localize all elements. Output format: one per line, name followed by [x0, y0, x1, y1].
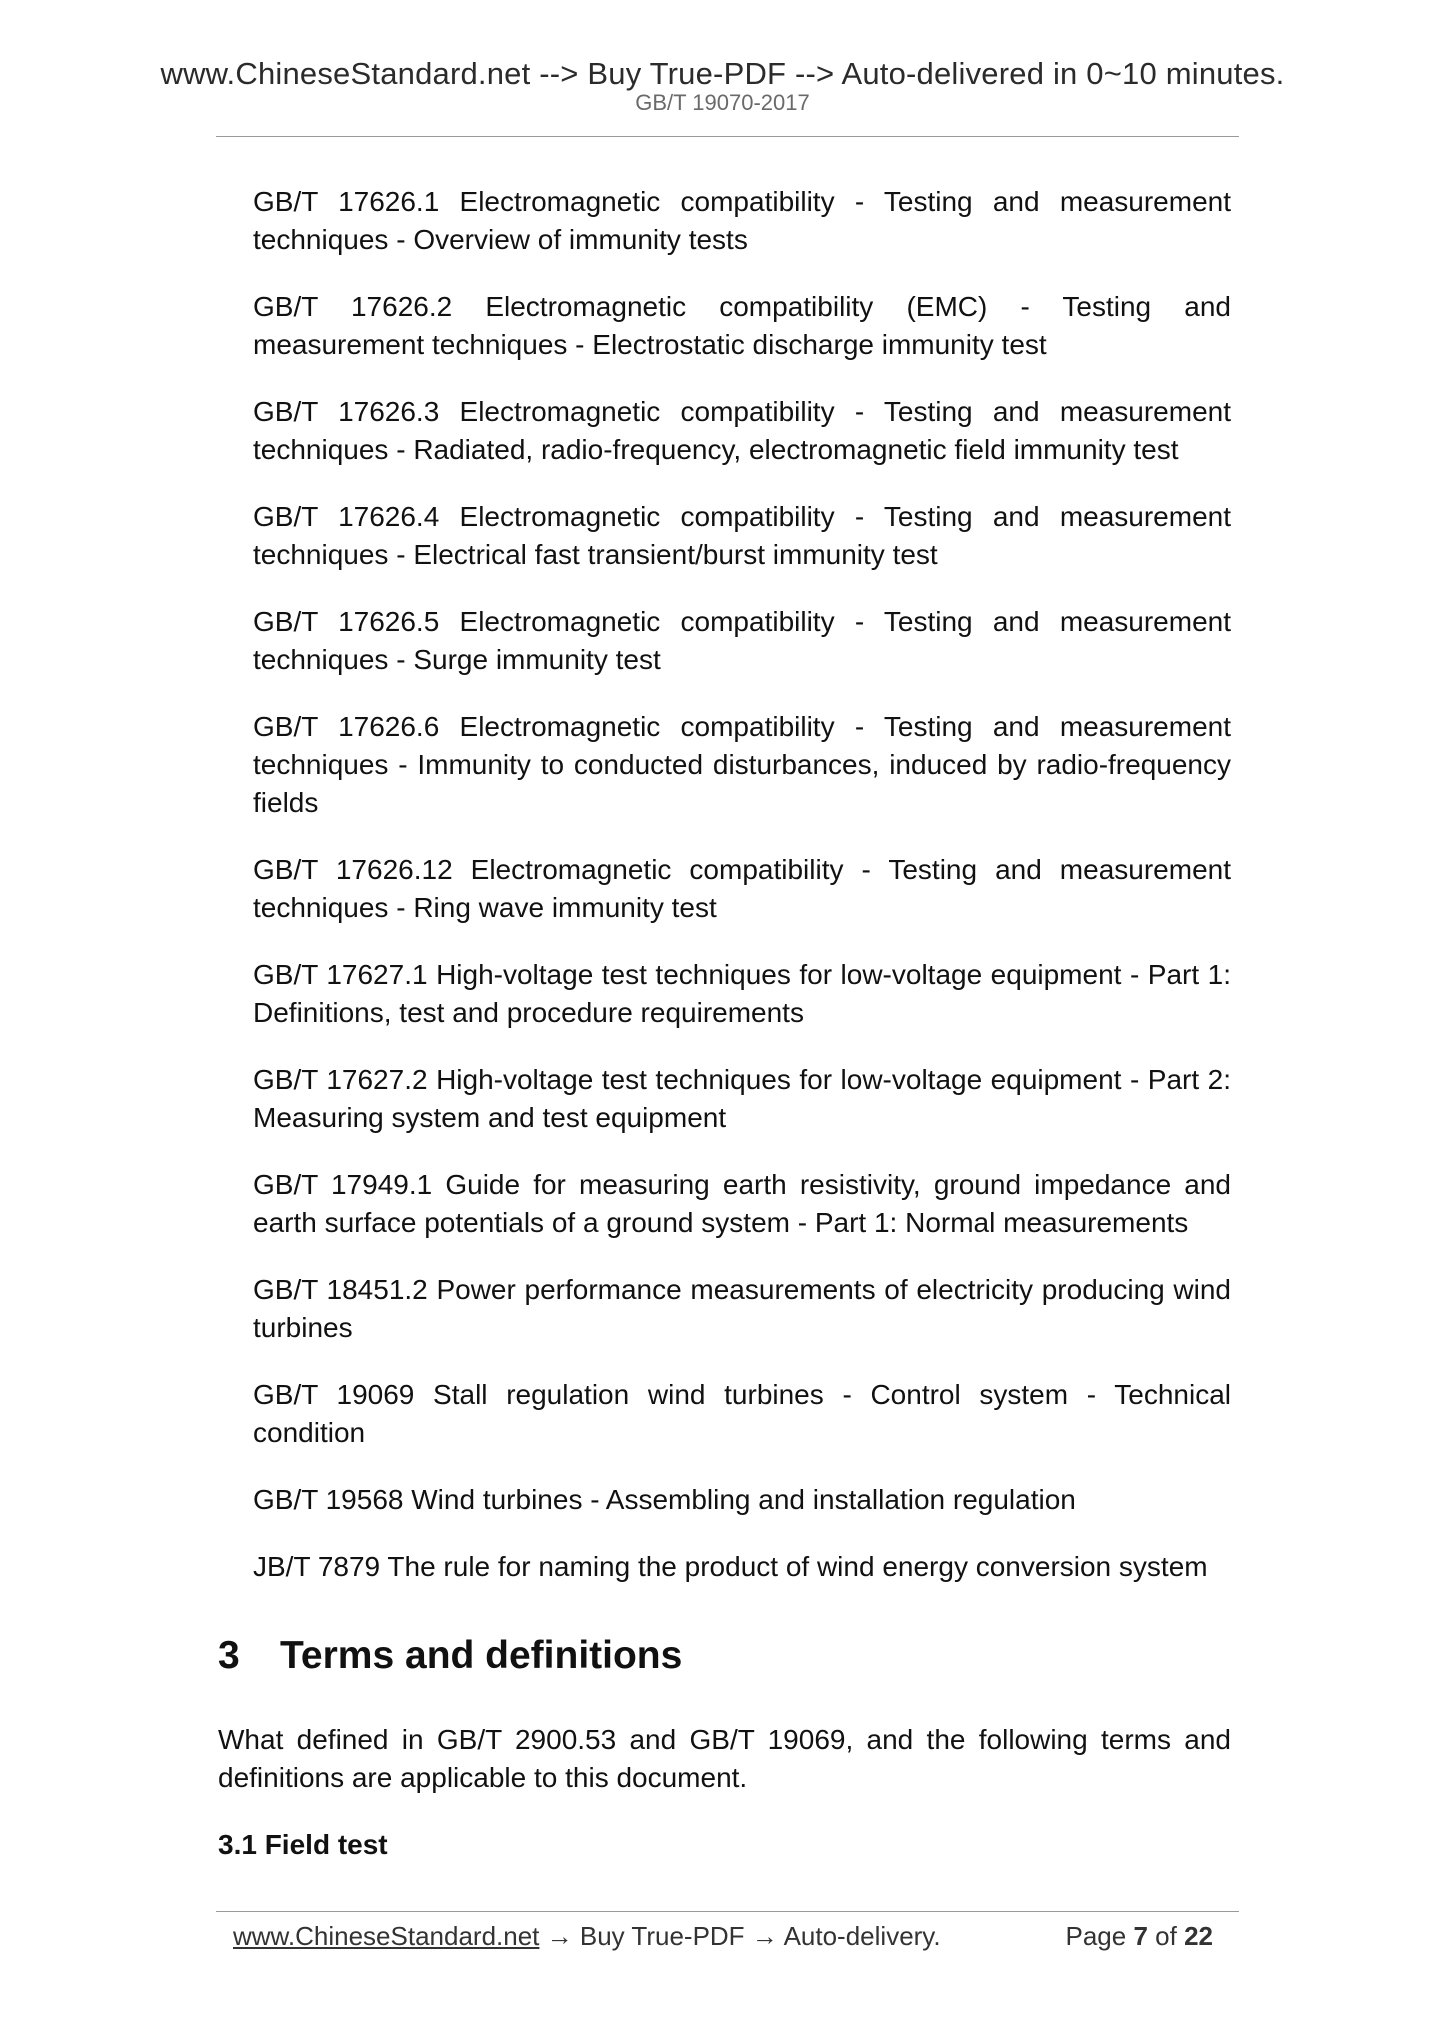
- section-title: Terms and definitions: [280, 1634, 683, 1677]
- top-banner: www.ChineseStandard.net --> Buy True-PDF --> Auto-delivered in 0~10 minutes.: [160, 56, 1285, 91]
- footer-site-link[interactable]: www.ChineseStandard.net: [233, 1921, 540, 1951]
- page-footer: [233, 1919, 1213, 1953]
- reference-item: GB/T 17626.5 Electromagnetic compatibility - Testing and measurement techniques - Surge immunity test: [253, 606, 1231, 675]
- reference-item: GB/T 17949.1 Guide for measuring earth resistivity, ground impedance and earth surface potentials of a ground system - Part 1: Normal measurements: [253, 1169, 1231, 1238]
- total-pages: 22: [1184, 1921, 1213, 1951]
- reference-item: JB/T 7879 The rule for naming the product of wind energy conversion system: [253, 1551, 1208, 1582]
- of-label: of: [1155, 1921, 1177, 1951]
- section-heading: [218, 1634, 1231, 1678]
- reference-item: GB/T 17627.1 High-voltage test techniques for low-voltage equipment - Part 1: Definitions, test and procedure requirements: [253, 959, 1231, 1028]
- reference-item: GB/T 18451.2 Power performance measurements of electricity producing wind turbines: [253, 1274, 1231, 1343]
- reference-item: GB/T 19568 Wind turbines - Assembling and installation regulation: [253, 1484, 1076, 1515]
- footer-divider: [216, 1911, 1239, 1912]
- reference-item: GB/T 17626.3 Electromagnetic compatibility - Testing and measurement techniques - Radiated, radio-frequency, electromagnetic field immunity test: [253, 396, 1231, 465]
- reference-item: GB/T 17627.2 High-voltage test techniques for low-voltage equipment - Part 2: Measuring system and test equipment: [253, 1064, 1231, 1133]
- footer-buy-text: → Buy True-PDF → Auto-delivery.: [539, 1921, 941, 1951]
- reference-item: GB/T 17626.4 Electromagnetic compatibility - Testing and measurement techniques - Electrical fast transient/burst immunity test: [253, 501, 1231, 570]
- reference-item: GB/T 17626.2 Electromagnetic compatibility (EMC) - Testing and measurement techniques - Electrostatic discharge immunity test: [253, 291, 1231, 360]
- normative-references-list: [253, 183, 1231, 1615]
- page-indicator: [1065, 1919, 1213, 1953]
- page-label: Page: [1065, 1921, 1127, 1951]
- standard-code: GB/T 19070-2017: [635, 90, 810, 115]
- reference-item: GB/T 17626.12 Electromagnetic compatibility - Testing and measurement techniques - Ring wave immunity test: [253, 854, 1231, 923]
- header-divider: [216, 136, 1239, 137]
- reference-item: GB/T 19069 Stall regulation wind turbines - Control system - Technical condition: [253, 1379, 1231, 1448]
- reference-item: GB/T 17626.6 Electromagnetic compatibility - Testing and measurement techniques - Immunity to conducted disturbances, induced by radio-frequency fields: [253, 711, 1231, 818]
- page-number: 7: [1133, 1921, 1148, 1951]
- subsection-heading: 3.1 Field test: [218, 1829, 388, 1860]
- section-number: 3: [218, 1634, 240, 1677]
- section-intro: What defined in GB/T 2900.53 and GB/T 19069, and the following terms and definitions are applicable to this document.: [218, 1724, 1231, 1793]
- reference-item: GB/T 17626.1 Electromagnetic compatibility - Testing and measurement techniques - Overview of immunity tests: [253, 186, 1231, 255]
